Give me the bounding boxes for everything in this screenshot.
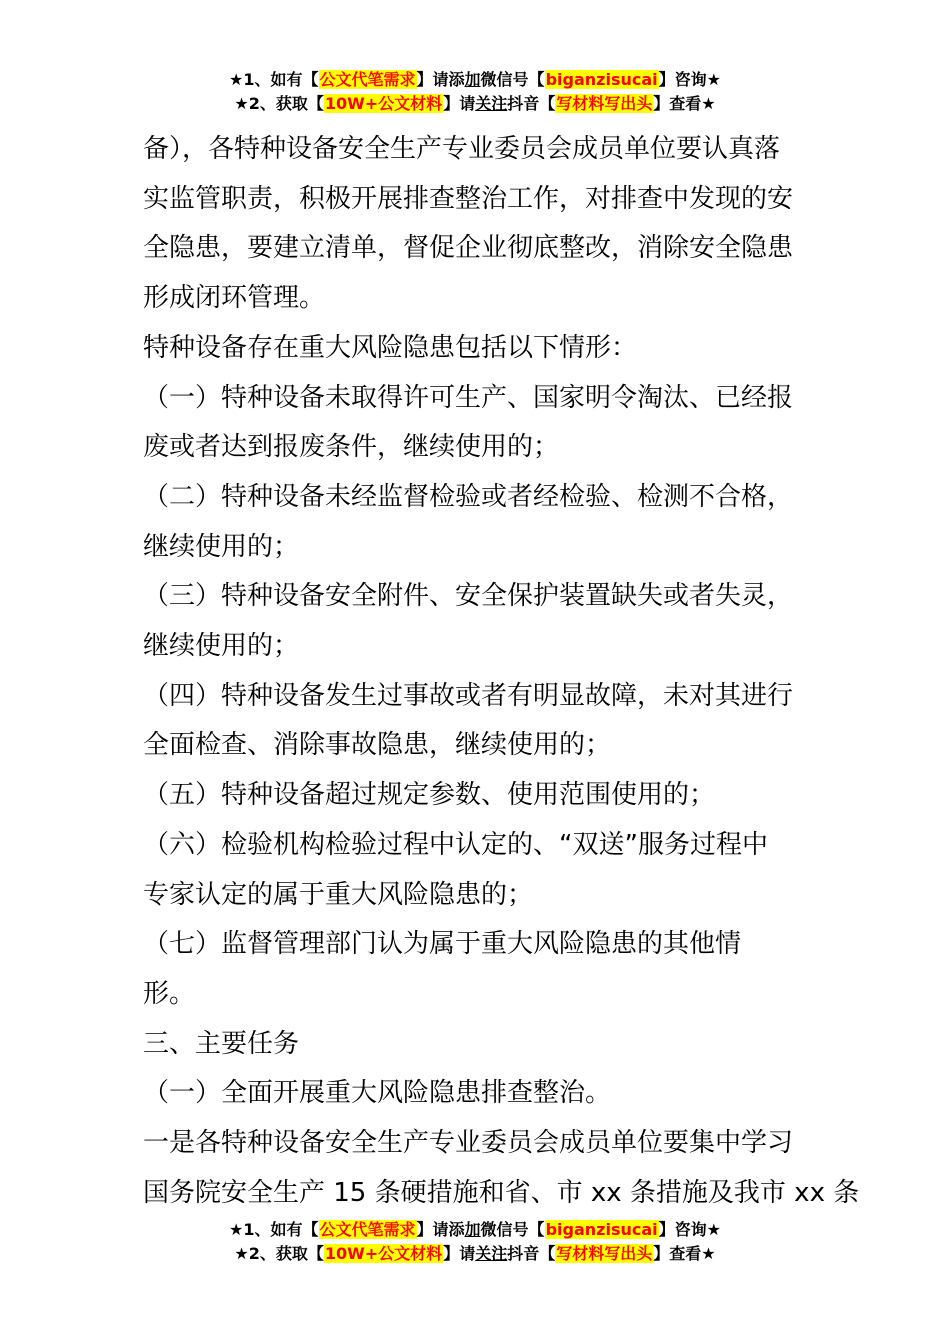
banner-highlight: biganzisucai bbox=[545, 70, 658, 89]
banner-underlined: 关注 bbox=[475, 94, 508, 113]
body-line: （一）特种设备未取得许可生产、国家明令淘汰、已经报 bbox=[143, 382, 794, 413]
banner-text: ★1、如有【 bbox=[229, 70, 319, 89]
banner-line-1 bbox=[0, 1218, 950, 1242]
banner-text: 微信号【 bbox=[480, 1220, 545, 1239]
banner-text: 】请添 bbox=[416, 70, 465, 89]
banner-text: 】咨询★ bbox=[658, 1220, 721, 1239]
body-line: 全隐患，要建立清单，督促企业彻底整改，消除安全隐患 bbox=[143, 233, 794, 264]
banner-text: ★2、获取【 bbox=[234, 94, 324, 113]
banner-text: 】请 bbox=[443, 1244, 476, 1263]
banner-highlight: 10W+公文材料 bbox=[324, 94, 443, 113]
body-line: 全面检查、消除事故隐患，继续使用的； bbox=[143, 730, 612, 761]
banner-highlight: 公文代笔需求 bbox=[319, 1220, 416, 1239]
banner-underlined: 关注 bbox=[475, 1244, 508, 1263]
body-line: 继续使用的； bbox=[143, 631, 300, 662]
banner-highlight: 写材料写出头 bbox=[556, 94, 653, 113]
body-line: 一是各特种设备安全生产专业委员会成员单位要集中学习 bbox=[143, 1128, 794, 1159]
body-line: 专家认定的属于重大风险隐患的； bbox=[143, 879, 534, 910]
banner-text: 】请添 bbox=[416, 1220, 465, 1239]
banner-line-2 bbox=[0, 1242, 950, 1266]
body-line: 形成闭环管理。 bbox=[143, 283, 326, 314]
banner-highlight: 10W+公文材料 bbox=[324, 1244, 443, 1263]
banner-highlight: 写材料写出头 bbox=[556, 1244, 653, 1263]
banner-text: 】查看★ bbox=[653, 94, 716, 113]
banner-text: 】咨询★ bbox=[658, 70, 721, 89]
banner-text: ★2、获取【 bbox=[234, 1244, 324, 1263]
banner-text: 】请 bbox=[443, 94, 476, 113]
body-line: （三）特种设备安全附件、安全保护装置缺失或者失灵， bbox=[143, 581, 794, 612]
body-line: 备），各特种设备安全生产专业委员会成员单位要认真落 bbox=[143, 134, 781, 164]
banner-line-1 bbox=[0, 68, 950, 92]
banner-text: 抖音【 bbox=[507, 94, 556, 113]
banner-line-2 bbox=[0, 92, 950, 116]
body-line: （一）全面开展重大风险隐患排查整治。 bbox=[143, 1078, 612, 1109]
body-line: 形。 bbox=[143, 978, 196, 1009]
body-line: 实监管职责，积极开展排查整治工作，对排查中发现的安 bbox=[143, 183, 794, 214]
body-line: 国务院安全生产 15 条硬措施和省、市 xx 条措施及我市 xx 条 bbox=[143, 1177, 860, 1208]
document-body bbox=[143, 125, 860, 1218]
body-line: （六）检验机构检验过程中认定的、“双送”服务过程中 bbox=[143, 829, 768, 860]
body-line: 继续使用的； bbox=[143, 531, 300, 562]
banner-highlight: biganzisucai bbox=[545, 1220, 658, 1239]
body-line: （五）特种设备超过规定参数、使用范围使用的； bbox=[143, 780, 716, 811]
banner-underlined: 加 bbox=[464, 1220, 481, 1239]
body-line: 废或者达到报废条件，继续使用的； bbox=[143, 432, 560, 463]
banner-text: ★1、如有【 bbox=[229, 1220, 319, 1239]
body-line: （四）特种设备发生过事故或者有明显故障，未对其进行 bbox=[143, 680, 794, 711]
banner-text: 】查看★ bbox=[653, 1244, 716, 1263]
banner-highlight: 公文代笔需求 bbox=[319, 70, 416, 89]
body-line: （二）特种设备未经监督检验或者经检验、检测不合格， bbox=[143, 481, 794, 512]
section-heading: 三、主要任务 bbox=[143, 1028, 300, 1059]
banner-text: 抖音【 bbox=[507, 1244, 556, 1263]
banner-underlined: 加 bbox=[464, 70, 481, 89]
body-line: 特种设备存在重大风险隐患包括以下情形： bbox=[143, 332, 638, 363]
body-line: （七）监督管理部门认为属于重大风险隐患的其他情 bbox=[143, 929, 742, 960]
banner-text: 微信号【 bbox=[480, 70, 545, 89]
